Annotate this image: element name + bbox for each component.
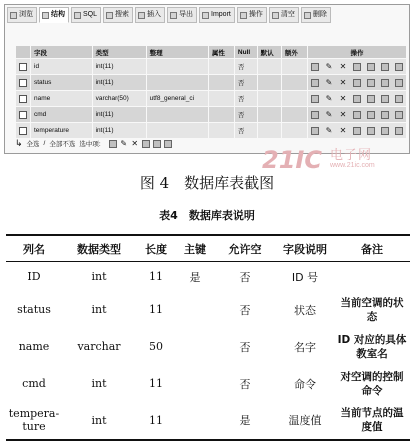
- cell-name: status: [17, 303, 51, 316]
- table-row: [16, 59, 407, 75]
- unique-icon[interactable]: [367, 111, 375, 119]
- field-null: 否: [234, 123, 257, 139]
- field-extra: [281, 123, 307, 139]
- field-name: status: [31, 75, 93, 91]
- empty-icon: [272, 12, 279, 19]
- cell-note: 当前节点的温度值: [334, 402, 410, 440]
- tab-operations[interactable]: [237, 7, 267, 23]
- field-type: int(11): [92, 59, 146, 75]
- field-attributes: [208, 91, 234, 107]
- selection-footer: [15, 139, 172, 148]
- col-header-type: 数据类型: [62, 235, 136, 262]
- delete-icon[interactable]: ✕: [339, 109, 347, 119]
- tab-label: SQL: [83, 11, 98, 18]
- cell-name: name: [18, 340, 50, 353]
- tab-label: Import: [211, 11, 231, 18]
- cell-nullable: 否: [239, 340, 251, 354]
- table-row: [16, 123, 407, 139]
- cell-pk: 是: [189, 270, 201, 284]
- field-default: [257, 107, 281, 123]
- cell-name: ID: [27, 270, 41, 284]
- uncheck-all-link[interactable]: 全部不选: [49, 141, 76, 148]
- edit-icon[interactable]: ✎: [325, 109, 333, 119]
- tab-drop[interactable]: [301, 7, 331, 23]
- import-icon: [202, 12, 209, 19]
- cell-nullable: 否: [239, 303, 251, 317]
- phpmyadmin-screenshot: [4, 4, 410, 154]
- bulk-index-icon[interactable]: [164, 140, 172, 148]
- check-all-link[interactable]: 全选: [26, 141, 40, 148]
- edit-icon[interactable]: ✎: [325, 77, 333, 87]
- tab-structure[interactable]: [39, 7, 69, 23]
- bulk-browse-icon[interactable]: [109, 140, 117, 148]
- separator: /: [43, 140, 46, 147]
- col-header-name: 列名: [6, 235, 62, 262]
- field-collation: [146, 123, 208, 139]
- col-header-nullable: 允许空: [214, 235, 276, 262]
- header-type: 类型: [92, 46, 146, 59]
- primary-key-icon[interactable]: [353, 79, 361, 87]
- field-type: int(11): [92, 75, 146, 91]
- bulk-actions: [109, 140, 172, 148]
- index-icon[interactable]: [381, 63, 389, 71]
- row-checkbox-cell: [16, 75, 31, 91]
- edit-icon[interactable]: ✎: [325, 93, 333, 103]
- cell-desc: 状态: [294, 303, 316, 317]
- delete-icon[interactable]: ✕: [339, 125, 347, 135]
- tab-empty[interactable]: [269, 7, 299, 23]
- edit-icon[interactable]: ✎: [325, 61, 333, 71]
- corner-arrow-icon: ↳: [15, 138, 23, 148]
- actions-cell: [308, 59, 407, 75]
- table-row: [16, 75, 407, 91]
- cell-name: cmd: [22, 377, 46, 390]
- bulk-unique-icon[interactable]: [153, 140, 161, 148]
- field-name: temperature: [31, 123, 93, 139]
- cell-nullable: 否: [239, 377, 251, 391]
- delete-icon[interactable]: ✕: [339, 61, 347, 71]
- row-checkbox[interactable]: [19, 111, 27, 119]
- export-icon: [170, 12, 177, 19]
- row-checkbox[interactable]: [19, 63, 27, 71]
- cell-type: int: [62, 402, 136, 440]
- cell-note: [334, 262, 410, 292]
- structure-table: [15, 45, 407, 139]
- search-icon: [106, 12, 113, 19]
- fulltext-icon[interactable]: [395, 111, 403, 119]
- field-name: id: [31, 59, 93, 75]
- field-type: varchar(50): [92, 91, 146, 107]
- cell-length: 11: [149, 303, 163, 316]
- field-collation: [146, 59, 208, 75]
- cell-length: 11: [149, 377, 163, 390]
- field-default: [257, 91, 281, 107]
- bulk-primary-icon[interactable]: [142, 140, 150, 148]
- cell-desc: 名字: [294, 340, 316, 354]
- actions-cell: [308, 75, 407, 91]
- cell-length: 11: [149, 270, 163, 284]
- header-collation: 整理: [146, 46, 208, 59]
- cell-length: 50: [149, 340, 163, 353]
- row-checkbox-cell: [16, 59, 31, 75]
- fulltext-icon[interactable]: [395, 127, 403, 135]
- cell-nullable: 是: [214, 402, 276, 440]
- primary-key-icon[interactable]: [353, 111, 361, 119]
- tab-label: 搜索: [115, 11, 130, 18]
- watermark-url-text: www.21ic.com: [330, 162, 375, 169]
- tab-label: 删除: [312, 11, 327, 18]
- primary-key-icon[interactable]: [353, 127, 361, 135]
- cell-pk: [176, 328, 214, 366]
- browse-values-icon[interactable]: [311, 111, 319, 119]
- drop-icon: [304, 12, 311, 19]
- cell-note: 对空调的控制命令: [340, 370, 404, 397]
- table-header-row: [6, 235, 410, 262]
- index-icon[interactable]: [381, 111, 389, 119]
- table-row: [6, 402, 410, 440]
- fulltext-icon[interactable]: [395, 63, 403, 71]
- row-checkbox[interactable]: [19, 95, 27, 103]
- sql-icon: [74, 12, 81, 19]
- row-checkbox-cell: [16, 91, 31, 107]
- field-attributes: [208, 107, 234, 123]
- table-row: [6, 328, 410, 366]
- tab-insert[interactable]: [135, 7, 165, 23]
- actions-cell: [308, 123, 407, 139]
- col-header-pk: 主键: [176, 235, 214, 262]
- browse-icon: [10, 12, 17, 19]
- field-null: 否: [234, 107, 257, 123]
- cell-length: 11: [136, 402, 176, 440]
- header-default: 默认: [257, 46, 281, 59]
- tab-label: 导出: [179, 11, 194, 18]
- row-checkbox-cell: [16, 107, 31, 123]
- tab-export[interactable]: [167, 7, 197, 23]
- header-actions: 操作: [308, 46, 407, 59]
- tab-label: 插入: [147, 11, 162, 18]
- cell-desc: ID 号: [291, 270, 319, 284]
- header-null: Null: [234, 46, 257, 59]
- browse-values-icon[interactable]: [311, 127, 319, 135]
- schema-description-table: [6, 234, 410, 441]
- delete-icon[interactable]: ✕: [339, 77, 347, 87]
- table-row: [16, 107, 407, 123]
- cell-type: int: [91, 270, 107, 284]
- field-attributes: [208, 123, 234, 139]
- field-default: [257, 75, 281, 91]
- unique-icon[interactable]: [367, 63, 375, 71]
- tab-label: 清空: [280, 11, 295, 18]
- unique-icon[interactable]: [367, 79, 375, 87]
- cell-note: ID 对应的具体教室名: [337, 333, 407, 360]
- header-field: 字段: [31, 46, 93, 59]
- header-extra: 额外: [281, 46, 307, 59]
- cell-nullable: 否: [239, 270, 251, 284]
- header-checkbox-cell: [16, 46, 31, 59]
- insert-icon: [138, 12, 145, 19]
- field-default: [257, 59, 281, 75]
- operations-icon: [240, 12, 247, 19]
- field-collation: [146, 107, 208, 123]
- table-row: [6, 292, 410, 328]
- col-header-length: 长度: [136, 235, 176, 262]
- row-checkbox-cell: [16, 123, 31, 139]
- fulltext-icon[interactable]: [395, 79, 403, 87]
- watermark-cn-text: 电子网: [330, 148, 373, 163]
- field-extra: [281, 75, 307, 91]
- cell-note: 当前空调的状态: [340, 296, 404, 323]
- with-selected-label: 选中项:: [79, 141, 101, 148]
- index-icon[interactable]: [381, 127, 389, 135]
- browse-values-icon[interactable]: [311, 79, 319, 87]
- cell-desc: 命令: [294, 377, 316, 391]
- index-icon[interactable]: [381, 95, 389, 103]
- cell-desc: 温度值: [276, 402, 334, 440]
- fulltext-icon[interactable]: [395, 95, 403, 103]
- cell-type: int: [91, 377, 107, 390]
- field-name: cmd: [31, 107, 93, 123]
- field-attributes: [208, 75, 234, 91]
- bulk-edit-icon[interactable]: ✎: [120, 138, 128, 148]
- watermark-logo-text: 21IC: [262, 146, 322, 174]
- row-checkbox[interactable]: [19, 79, 27, 87]
- table-caption: 表4 数据库表说明: [159, 209, 255, 222]
- field-default: [257, 123, 281, 139]
- edit-icon[interactable]: ✎: [325, 125, 333, 135]
- field-type: int(11): [92, 107, 146, 123]
- col-header-note: 备注: [334, 235, 410, 262]
- table-row: [6, 262, 410, 292]
- field-null: 否: [234, 91, 257, 107]
- tab-label: 浏览: [19, 11, 33, 18]
- field-extra: [281, 91, 307, 107]
- field-collation: [146, 75, 208, 91]
- tab-bar: [7, 7, 407, 23]
- field-null: 否: [234, 75, 257, 91]
- browse-values-icon[interactable]: [311, 63, 319, 71]
- actions-cell: [308, 91, 407, 107]
- tab-search[interactable]: [103, 7, 133, 23]
- structure-icon: [42, 12, 49, 19]
- actions-cell: [308, 107, 407, 123]
- cell-pk: [176, 402, 214, 440]
- browse-values-icon[interactable]: [311, 95, 319, 103]
- field-extra: [281, 59, 307, 75]
- table-row: [6, 366, 410, 402]
- field-extra: [281, 107, 307, 123]
- unique-icon[interactable]: [367, 95, 375, 103]
- figure-caption: 图 4 数据库表截图: [139, 174, 275, 192]
- col-header-desc: 字段说明: [276, 235, 334, 262]
- index-icon[interactable]: [381, 79, 389, 87]
- field-collation: utf8_general_ci: [146, 91, 208, 107]
- unique-icon[interactable]: [367, 127, 375, 135]
- tab-sql[interactable]: [71, 7, 101, 23]
- primary-key-icon[interactable]: [353, 95, 361, 103]
- cell-type: varchar: [77, 340, 121, 353]
- field-name: name: [31, 91, 93, 107]
- tab-import[interactable]: [199, 7, 235, 23]
- tab-label: 结构: [51, 11, 65, 18]
- field-attributes: [208, 59, 234, 75]
- cell-name: tempera-ture: [6, 402, 62, 440]
- delete-icon[interactable]: ✕: [339, 93, 347, 103]
- structure-header-row: [16, 46, 407, 59]
- cell-type: int: [91, 303, 107, 316]
- bulk-delete-icon[interactable]: ✕: [131, 138, 139, 148]
- cell-pk: [176, 366, 214, 402]
- row-checkbox[interactable]: [19, 127, 27, 135]
- tab-browse[interactable]: [7, 7, 37, 23]
- header-attributes: 属性: [208, 46, 234, 59]
- table-row: [16, 91, 407, 107]
- tab-label: 操作: [248, 11, 263, 18]
- field-type: int(11): [92, 123, 146, 139]
- cell-pk: [176, 292, 214, 328]
- field-null: 否: [234, 59, 257, 75]
- primary-key-icon[interactable]: [353, 63, 361, 71]
